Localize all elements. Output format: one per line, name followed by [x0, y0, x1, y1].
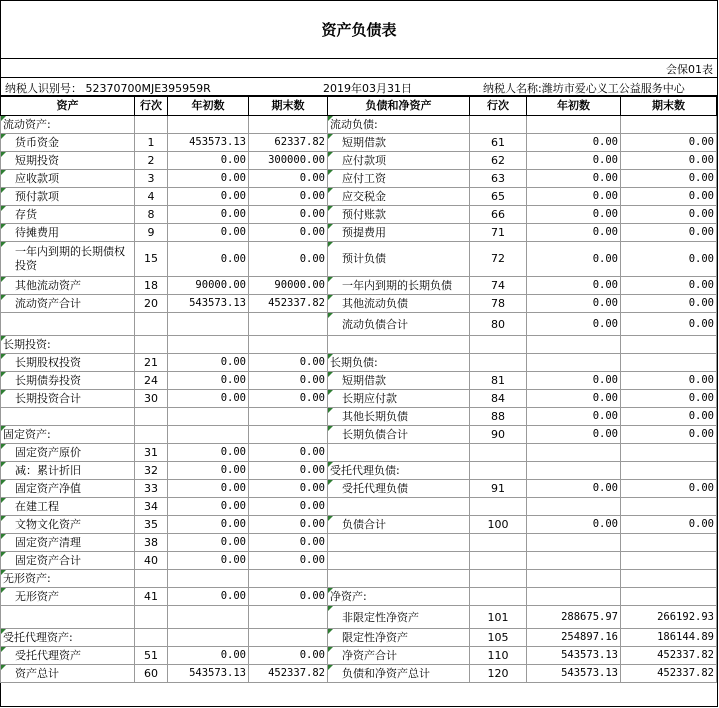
asset-label: 固定资产原价	[1, 444, 135, 462]
opening-value: 0.00	[527, 170, 621, 188]
asset-label: 固定资产合计	[1, 552, 135, 570]
table-row	[1, 647, 717, 665]
liability-label: 净资产合计	[328, 647, 470, 665]
opening-value	[527, 336, 621, 354]
row-number: 9	[135, 224, 168, 242]
row-number	[470, 462, 527, 480]
closing-value: 0.00	[621, 152, 717, 170]
closing-value: 0.00	[621, 372, 717, 390]
closing-value: 0.00	[249, 242, 328, 277]
liability-label: 负债合计	[328, 516, 470, 534]
table-row	[1, 570, 717, 588]
row-number	[470, 354, 527, 372]
row-number: 88	[470, 408, 527, 426]
closing-value: 452337.82	[249, 665, 328, 683]
closing-value	[621, 588, 717, 606]
opening-value: 0.00	[168, 170, 249, 188]
table-row	[1, 390, 717, 408]
table-row	[1, 224, 717, 242]
opening-value: 0.00	[527, 295, 621, 313]
opening-value: 0.00	[168, 354, 249, 372]
table-row	[1, 116, 717, 134]
closing-value: 0.00	[621, 206, 717, 224]
table-row	[1, 206, 717, 224]
closing-value: 0.00	[621, 408, 717, 426]
asset-label: 减：累计折旧	[1, 462, 135, 480]
closing-value: 0.00	[621, 188, 717, 206]
col-header: 资产	[1, 96, 135, 116]
opening-value: 0.00	[527, 372, 621, 390]
opening-value: 0.00	[168, 588, 249, 606]
row-number: 18	[135, 277, 168, 295]
table-row	[1, 242, 717, 277]
opening-value	[527, 552, 621, 570]
liability-label: 短期借款	[328, 372, 470, 390]
table-row	[1, 295, 717, 313]
opening-value: 0.00	[527, 242, 621, 277]
opening-value: 0.00	[527, 134, 621, 152]
row-number: 4	[135, 188, 168, 206]
closing-value	[249, 426, 328, 444]
opening-value: 0.00	[168, 647, 249, 665]
row-number: 90	[470, 426, 527, 444]
closing-value: 452337.82	[621, 665, 717, 683]
liability-label: 长期负债合计	[328, 426, 470, 444]
opening-value: 543573.13	[527, 665, 621, 683]
closing-value	[621, 354, 717, 372]
closing-value: 0.00	[621, 390, 717, 408]
asset-label: 固定资产:	[1, 426, 135, 444]
row-number: 2	[135, 152, 168, 170]
closing-value	[621, 534, 717, 552]
closing-value: 0.00	[249, 444, 328, 462]
opening-value: 543573.13	[527, 647, 621, 665]
liability-label	[328, 534, 470, 552]
closing-value	[621, 444, 717, 462]
liability-label: 受托代理负债:	[328, 462, 470, 480]
opening-value	[527, 444, 621, 462]
asset-label: 无形资产:	[1, 570, 135, 588]
closing-value: 452337.82	[621, 647, 717, 665]
table-row	[1, 498, 717, 516]
row-number: 33	[135, 480, 168, 498]
closing-value: 266192.93	[621, 606, 717, 629]
row-number	[470, 336, 527, 354]
row-number	[135, 408, 168, 426]
taxpayer-name: 纳税人名称:潍坊市爱心义工公益服务中心	[483, 82, 685, 95]
closing-value: 0.00	[621, 242, 717, 277]
row-number	[470, 116, 527, 134]
col-header: 年初数	[168, 96, 249, 116]
asset-label: 存货	[1, 206, 135, 224]
opening-value: 90000.00	[168, 277, 249, 295]
asset-label: 流动资产:	[1, 116, 135, 134]
opening-value: 0.00	[527, 408, 621, 426]
row-number	[470, 444, 527, 462]
table-row	[1, 444, 717, 462]
asset-label: 受托代理资产:	[1, 629, 135, 647]
asset-label: 长期股权投资	[1, 354, 135, 372]
closing-value	[621, 570, 717, 588]
closing-value: 452337.82	[249, 295, 328, 313]
row-number: 78	[470, 295, 527, 313]
opening-value: 0.00	[527, 313, 621, 336]
liability-label	[328, 498, 470, 516]
col-header: 期末数	[621, 96, 717, 116]
asset-label: 应收款项	[1, 170, 135, 188]
row-number: 101	[470, 606, 527, 629]
asset-label: 文物文化资产	[1, 516, 135, 534]
opening-value	[527, 354, 621, 372]
liability-label: 其他长期负债	[328, 408, 470, 426]
taxpayer-id: 纳税人识别号： 52370700MJE395959R	[5, 82, 211, 95]
opening-value: 0.00	[168, 372, 249, 390]
liability-label: 预付账款	[328, 206, 470, 224]
opening-value	[168, 408, 249, 426]
closing-value: 90000.00	[249, 277, 328, 295]
opening-value: 254897.16	[527, 629, 621, 647]
row-number: 61	[470, 134, 527, 152]
closing-value: 0.00	[621, 277, 717, 295]
opening-value	[527, 462, 621, 480]
row-number: 66	[470, 206, 527, 224]
sheet-title: 资产负债表	[1, 1, 717, 59]
closing-value: 0.00	[249, 224, 328, 242]
opening-value	[527, 570, 621, 588]
table-row	[1, 480, 717, 498]
liability-label	[328, 570, 470, 588]
opening-value: 0.00	[527, 224, 621, 242]
row-number: 84	[470, 390, 527, 408]
liability-label: 负债和净资产总计	[328, 665, 470, 683]
row-number	[470, 534, 527, 552]
closing-value	[249, 570, 328, 588]
row-number: 72	[470, 242, 527, 277]
opening-value: 0.00	[527, 516, 621, 534]
closing-value	[249, 336, 328, 354]
row-number: 32	[135, 462, 168, 480]
closing-value: 0.00	[621, 480, 717, 498]
opening-value	[527, 116, 621, 134]
liability-label: 净资产:	[328, 588, 470, 606]
col-header: 行次	[135, 96, 168, 116]
closing-value: 0.00	[249, 588, 328, 606]
col-header: 行次	[470, 96, 527, 116]
asset-label: 预付款项	[1, 188, 135, 206]
opening-value: 453573.13	[168, 134, 249, 152]
liability-label	[328, 444, 470, 462]
opening-value	[527, 534, 621, 552]
closing-value: 0.00	[249, 534, 328, 552]
row-number	[135, 426, 168, 444]
closing-value: 0.00	[249, 516, 328, 534]
table-row	[1, 534, 717, 552]
opening-value: 0.00	[168, 444, 249, 462]
closing-value: 62337.82	[249, 134, 328, 152]
asset-label: 货币资金	[1, 134, 135, 152]
row-number	[135, 116, 168, 134]
asset-label	[1, 408, 135, 426]
closing-value: 0.00	[249, 206, 328, 224]
row-number: 38	[135, 534, 168, 552]
closing-value	[621, 552, 717, 570]
opening-value: 0.00	[168, 390, 249, 408]
row-number: 91	[470, 480, 527, 498]
row-number: 8	[135, 206, 168, 224]
row-number: 21	[135, 354, 168, 372]
table-row	[1, 170, 717, 188]
table-row	[1, 188, 717, 206]
row-number: 35	[135, 516, 168, 534]
opening-value: 0.00	[168, 516, 249, 534]
table-row	[1, 408, 717, 426]
form-number: 会保01表	[666, 63, 713, 76]
opening-value: 0.00	[168, 480, 249, 498]
closing-value	[621, 336, 717, 354]
row-number: 40	[135, 552, 168, 570]
opening-value: 0.00	[527, 152, 621, 170]
table-row	[1, 462, 717, 480]
closing-value: 0.00	[249, 390, 328, 408]
row-number	[470, 588, 527, 606]
opening-value: 0.00	[168, 462, 249, 480]
opening-value: 0.00	[168, 242, 249, 277]
opening-value: 0.00	[168, 206, 249, 224]
liability-label: 应付工资	[328, 170, 470, 188]
liability-label: 长期应付款	[328, 390, 470, 408]
liability-label: 一年内到期的长期负债	[328, 277, 470, 295]
table-row	[1, 516, 717, 534]
table-row	[1, 277, 717, 295]
asset-label: 流动资产合计	[1, 295, 135, 313]
table-row	[1, 313, 717, 336]
closing-value: 0.00	[621, 426, 717, 444]
closing-value: 0.00	[249, 188, 328, 206]
opening-value: 0.00	[527, 426, 621, 444]
row-number: 62	[470, 152, 527, 170]
liability-label: 应交税金	[328, 188, 470, 206]
closing-value: 0.00	[249, 480, 328, 498]
table-row	[1, 588, 717, 606]
opening-value: 0.00	[527, 480, 621, 498]
asset-label: 待摊费用	[1, 224, 135, 242]
closing-value: 0.00	[249, 498, 328, 516]
opening-value	[168, 606, 249, 629]
opening-value: 0.00	[527, 390, 621, 408]
opening-value: 0.00	[168, 552, 249, 570]
table-row	[1, 354, 717, 372]
opening-value: 0.00	[527, 206, 621, 224]
closing-value	[621, 116, 717, 134]
asset-label: 在建工程	[1, 498, 135, 516]
row-number: 24	[135, 372, 168, 390]
opening-value: 543573.13	[168, 665, 249, 683]
row-number: 65	[470, 188, 527, 206]
closing-value	[249, 408, 328, 426]
closing-value	[621, 462, 717, 480]
liability-label: 流动负债合计	[328, 313, 470, 336]
closing-value: 0.00	[621, 516, 717, 534]
liability-label: 应付款项	[328, 152, 470, 170]
col-header: 期末数	[249, 96, 328, 116]
closing-value: 0.00	[249, 354, 328, 372]
closing-value	[249, 629, 328, 647]
col-header: 年初数	[527, 96, 621, 116]
row-number: 41	[135, 588, 168, 606]
table-row	[1, 665, 717, 683]
row-number: 15	[135, 242, 168, 277]
table-row	[1, 152, 717, 170]
table-row	[1, 134, 717, 152]
row-number: 80	[470, 313, 527, 336]
header-row	[1, 96, 717, 116]
opening-value: 0.00	[168, 188, 249, 206]
row-number: 81	[470, 372, 527, 390]
opening-value	[168, 629, 249, 647]
closing-value	[621, 498, 717, 516]
opening-value: 0.00	[168, 224, 249, 242]
asset-label: 短期投资	[1, 152, 135, 170]
row-number: 1	[135, 134, 168, 152]
opening-value	[168, 116, 249, 134]
row-number: 31	[135, 444, 168, 462]
opening-value: 0.00	[168, 498, 249, 516]
closing-value: 0.00	[249, 170, 328, 188]
opening-value: 0.00	[168, 534, 249, 552]
asset-label: 一年内到期的长期债权投资	[1, 242, 135, 277]
row-number: 3	[135, 170, 168, 188]
closing-value	[249, 313, 328, 336]
row-number: 74	[470, 277, 527, 295]
table-row	[1, 606, 717, 629]
row-number	[135, 336, 168, 354]
col-header: 负债和净资产	[328, 96, 470, 116]
asset-label: 受托代理资产	[1, 647, 135, 665]
closing-value: 0.00	[621, 224, 717, 242]
row-number: 63	[470, 170, 527, 188]
opening-value: 288675.97	[527, 606, 621, 629]
row-number	[470, 552, 527, 570]
opening-value: 543573.13	[168, 295, 249, 313]
liability-label: 预提费用	[328, 224, 470, 242]
liability-label	[328, 552, 470, 570]
liability-label	[328, 336, 470, 354]
opening-value	[168, 336, 249, 354]
closing-value: 0.00	[621, 170, 717, 188]
info-row	[1, 77, 717, 97]
opening-value: 0.00	[527, 277, 621, 295]
row-number: 71	[470, 224, 527, 242]
closing-value: 0.00	[249, 647, 328, 665]
row-number: 110	[470, 647, 527, 665]
closing-value: 300000.00	[249, 152, 328, 170]
row-number: 30	[135, 390, 168, 408]
row-number: 100	[470, 516, 527, 534]
row-number: 105	[470, 629, 527, 647]
closing-value: 0.00	[249, 462, 328, 480]
closing-value: 186144.89	[621, 629, 717, 647]
row-number: 51	[135, 647, 168, 665]
closing-value: 0.00	[621, 295, 717, 313]
asset-label: 无形资产	[1, 588, 135, 606]
closing-value: 0.00	[249, 552, 328, 570]
asset-label: 资产总计	[1, 665, 135, 683]
asset-label: 其他流动资产	[1, 277, 135, 295]
liability-label: 预计负债	[328, 242, 470, 277]
asset-label: 长期债券投资	[1, 372, 135, 390]
liability-label: 短期借款	[328, 134, 470, 152]
asset-label	[1, 313, 135, 336]
row-number: 60	[135, 665, 168, 683]
liability-label: 流动负债:	[328, 116, 470, 134]
row-number: 34	[135, 498, 168, 516]
opening-value	[168, 313, 249, 336]
opening-value	[168, 570, 249, 588]
row-number	[135, 606, 168, 629]
row-number	[135, 629, 168, 647]
closing-value	[249, 116, 328, 134]
row-number	[135, 570, 168, 588]
liability-label: 受托代理负债	[328, 480, 470, 498]
liability-label: 非限定性净资产	[328, 606, 470, 629]
opening-value: 0.00	[527, 188, 621, 206]
asset-label: 长期投资:	[1, 336, 135, 354]
closing-value: 0.00	[621, 313, 717, 336]
row-number	[470, 498, 527, 516]
balance-table	[0, 95, 717, 683]
closing-value: 0.00	[249, 372, 328, 390]
row-number: 20	[135, 295, 168, 313]
opening-value	[168, 426, 249, 444]
table-row	[1, 552, 717, 570]
liability-label: 长期负债:	[328, 354, 470, 372]
table-row	[1, 426, 717, 444]
asset-label: 固定资产净值	[1, 480, 135, 498]
report-date: 2019年03月31日	[323, 82, 412, 95]
liability-label: 限定性净资产	[328, 629, 470, 647]
table-row	[1, 629, 717, 647]
closing-value	[249, 606, 328, 629]
asset-label	[1, 606, 135, 629]
opening-value	[527, 498, 621, 516]
table-row	[1, 372, 717, 390]
row-number: 120	[470, 665, 527, 683]
closing-value: 0.00	[621, 134, 717, 152]
liability-label: 其他流动负债	[328, 295, 470, 313]
table-row	[1, 336, 717, 354]
row-number	[135, 313, 168, 336]
row-number	[470, 570, 527, 588]
opening-value: 0.00	[168, 152, 249, 170]
asset-label: 长期投资合计	[1, 390, 135, 408]
asset-label: 固定资产清理	[1, 534, 135, 552]
opening-value	[527, 588, 621, 606]
